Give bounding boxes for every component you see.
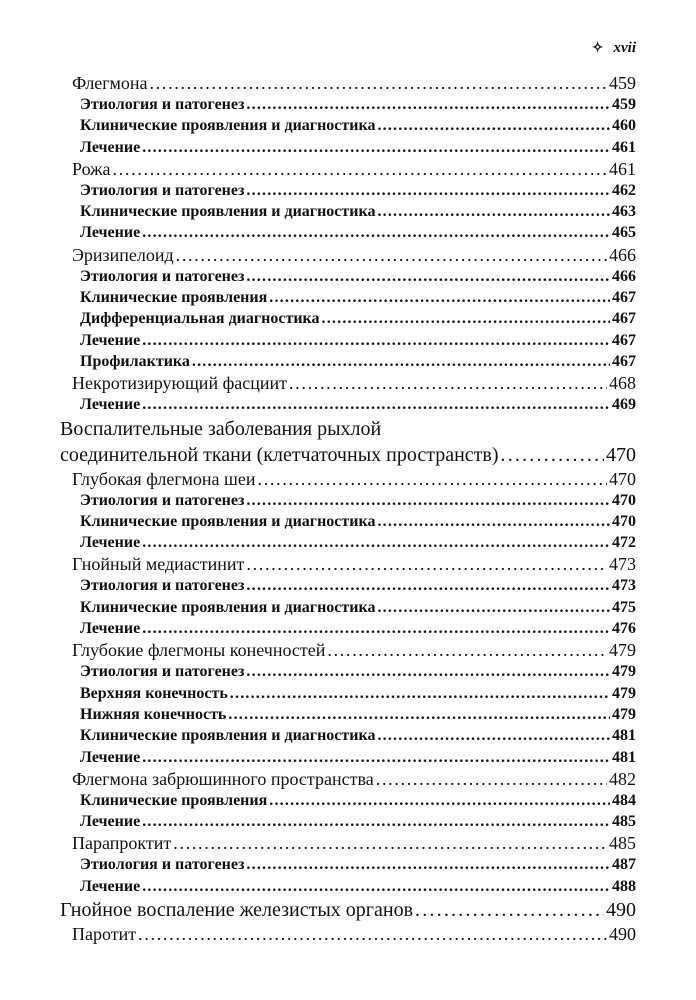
toc-page-number: 459 [609,73,636,93]
toc-page-number: 463 [612,203,636,221]
toc-subentry[interactable] [60,683,636,704]
toc-page-number: 476 [612,620,636,638]
dot-leader [142,137,610,158]
toc-page-number: 485 [612,813,636,831]
toc-page-number: 467 [612,289,636,307]
dot-leader [230,683,610,704]
dot-leader [142,811,610,832]
toc-page-number: 470 [612,512,636,530]
toc-chapter-entry[interactable] [60,768,636,790]
toc-chapter-entry[interactable] [60,639,636,661]
toc-entry-title: Паротит [72,924,137,945]
toc-page-number: 468 [609,373,636,394]
toc-entry-title: Глубокая флегмона шеи [72,468,256,489]
toc-entry-title: Лечение [80,224,141,242]
toc-entry-title: Клинические проявления и диагностика [80,727,376,745]
diamond-star-icon: ✧ [591,41,604,56]
toc-entry-title: Клинические проявления и диагностика [80,203,376,221]
toc-subentry[interactable] [60,532,636,553]
dot-leader [142,618,610,639]
toc-subentry[interactable] [60,618,636,639]
dot-leader [377,201,610,222]
toc-page-number: 479 [612,684,636,702]
dot-leader [142,222,610,243]
toc-entry-title: Глубокие флегмоны конечностей [72,640,326,661]
toc-entry-title: Клинические проявления и диагностика [80,117,376,135]
toc-subentry[interactable] [60,308,636,329]
toc-section-entry[interactable] [60,442,636,468]
toc-page-number: 470 [612,491,636,509]
toc-entry-title: Нижняя конечность [80,705,227,723]
toc-entry-title: Этиология и патогенез [80,577,245,595]
toc-subentry[interactable] [60,137,636,158]
toc-page-number: 479 [612,663,636,681]
toc-subentry[interactable] [60,351,636,372]
page-header [592,40,636,57]
toc-entry-title: Эризипелоид [72,244,174,265]
toc-entry-title: Дифференциальная диагностика [80,310,320,328]
toc-page-number: 473 [612,577,636,595]
dot-leader [377,511,610,532]
toc-page-number: 465 [612,224,636,242]
toc-subentry[interactable] [60,661,636,682]
toc-entry-title: Лечение [80,331,141,349]
toc-entry-title: Лечение [80,748,141,766]
toc-entry-title: Клинические проявления [80,791,268,809]
dot-leader [258,468,607,490]
toc-entry-title: Этиология и патогенез [80,267,245,285]
dot-leader [501,442,605,468]
dot-leader [246,575,610,596]
dot-leader [246,854,610,875]
toc-chapter-entry[interactable] [60,244,636,266]
toc-entry-title: Этиология и патогенез [80,491,245,509]
toc-entry-title: Клинические проявления и диагностика [80,512,376,530]
toc-subentry[interactable] [60,511,636,532]
dot-leader [269,790,610,811]
dot-leader [269,287,610,308]
toc-page-number: 482 [609,768,636,789]
dot-leader [228,704,610,725]
toc-entry-title: Гнойный медиастинит [72,554,245,575]
dot-leader [142,876,610,897]
toc-entry-title: Парапроктит [72,833,172,854]
dot-leader [377,115,610,136]
toc-entry-title: Профилактика [80,352,190,370]
toc-page-number: 479 [609,640,636,661]
toc-page-number: 488 [612,877,636,895]
toc-subentry[interactable] [60,490,636,511]
toc-entry-title: Этиология и патогенез [80,856,245,874]
toc-chapter-entry[interactable] [60,832,636,854]
toc-section-entry[interactable] [60,897,636,923]
toc-entry-title: Этиология и патогенез [80,181,245,199]
toc-entry-title: Клинические проявления и диагностика [80,598,376,616]
toc-page-number: 472 [612,534,636,552]
page-marker: xvii [613,40,636,56]
dot-leader [415,897,604,923]
dot-leader [173,832,607,854]
dot-leader [246,266,610,287]
toc-page-number: 460 [612,117,636,135]
toc-subentry[interactable] [60,575,636,596]
dot-leader [377,597,610,618]
toc-entry-title: Лечение [80,877,141,895]
toc-subentry[interactable] [60,287,636,308]
toc-subentry[interactable] [60,222,636,243]
toc-entry-title: Этиология и патогенез [80,96,245,113]
dot-leader [246,180,610,201]
dot-leader [376,768,607,790]
toc-page-number: 470 [609,468,636,489]
dot-leader [192,351,610,372]
toc-entry-title: Верхняя конечность [80,684,228,702]
dot-leader [142,330,610,351]
toc-entry-title: Гнойное воспаление железистых органов [60,899,414,922]
toc-entry-title: Лечение [80,396,141,414]
toc-section-title-line: Воспалительные заболевания рыхлой [60,417,382,440]
toc-subentry[interactable] [60,180,636,201]
toc-page-number: 462 [612,181,636,199]
toc-page-number: 467 [612,352,636,370]
toc-subentry[interactable] [60,747,636,768]
dot-leader [142,532,610,553]
toc-page-number: 467 [612,331,636,349]
toc-subentry[interactable] [60,811,636,832]
toc-page-number: 481 [612,727,636,745]
toc-chapter-entry[interactable] [60,553,636,575]
dot-leader [142,747,610,768]
toc-subentry[interactable] [60,115,636,136]
toc-page-number: 461 [609,158,636,179]
toc-page-number: 459 [612,96,636,113]
dot-leader [377,725,610,746]
toc-entry-title: Флегмона [72,73,148,93]
toc-page-number: 481 [612,748,636,766]
toc-page-number: 485 [609,833,636,854]
toc-entry-title: Некротизирующий фасциит [72,373,287,394]
toc-page-number: 467 [612,310,636,328]
toc-page-number: 484 [612,791,636,809]
dot-leader [322,308,610,329]
toc-subentry[interactable] [60,330,636,351]
toc-subentry[interactable] [60,266,636,287]
toc-entry-title: Рожа [72,158,111,179]
toc-subentry[interactable] [60,201,636,222]
table-of-contents [60,72,636,945]
toc-chapter-entry[interactable] [60,372,636,394]
toc-entry-title: Клинические проявления [80,289,268,307]
toc-page-number: 479 [612,705,636,723]
toc-subentry[interactable] [60,394,636,415]
toc-chapter-entry[interactable] [60,158,636,180]
toc-entry-title: Лечение [80,813,141,831]
toc-page-number: 473 [609,554,636,575]
toc-subentry[interactable] [60,94,636,115]
toc-entry-title: Лечение [80,138,141,156]
toc-subentry[interactable] [60,854,636,875]
toc-page-number: 466 [612,267,636,285]
toc-subentry[interactable] [60,876,636,897]
toc-entry-title: Лечение [80,620,141,638]
toc-page-number: 469 [612,396,636,414]
toc-subentry[interactable] [60,597,636,618]
dot-leader [327,639,607,661]
dot-leader [246,553,607,575]
toc-chapter-entry[interactable] [60,923,636,945]
dot-leader [176,244,607,266]
toc-page-number: 490 [609,924,636,945]
toc-subentry[interactable] [60,725,636,746]
toc-page-number: 470 [606,443,636,466]
dot-leader [138,923,607,945]
dot-leader [246,490,610,511]
toc-chapter-entry[interactable] [60,468,636,490]
toc-entry-title: соединительной ткани (клетчаточных пространств) [60,443,499,466]
toc-subentry[interactable] [60,790,636,811]
toc-page-number: 475 [612,598,636,616]
toc-page-number: 490 [606,899,636,922]
dot-leader [113,158,607,180]
toc-page-number: 487 [612,856,636,874]
dot-leader [246,94,610,115]
toc-entry-title: Этиология и патогенез [80,663,245,681]
toc-page-number: 466 [609,244,636,265]
dot-leader [142,394,610,415]
dot-leader [246,661,610,682]
toc-entry-title: Флегмона забрюшинного пространства [72,768,374,789]
dot-leader [149,72,607,94]
toc-subentry[interactable] [60,704,636,725]
dot-leader [289,372,607,394]
toc-page-number: 461 [612,138,636,156]
toc-chapter-entry[interactable] [60,72,636,94]
toc-entry-title: Лечение [80,534,141,552]
